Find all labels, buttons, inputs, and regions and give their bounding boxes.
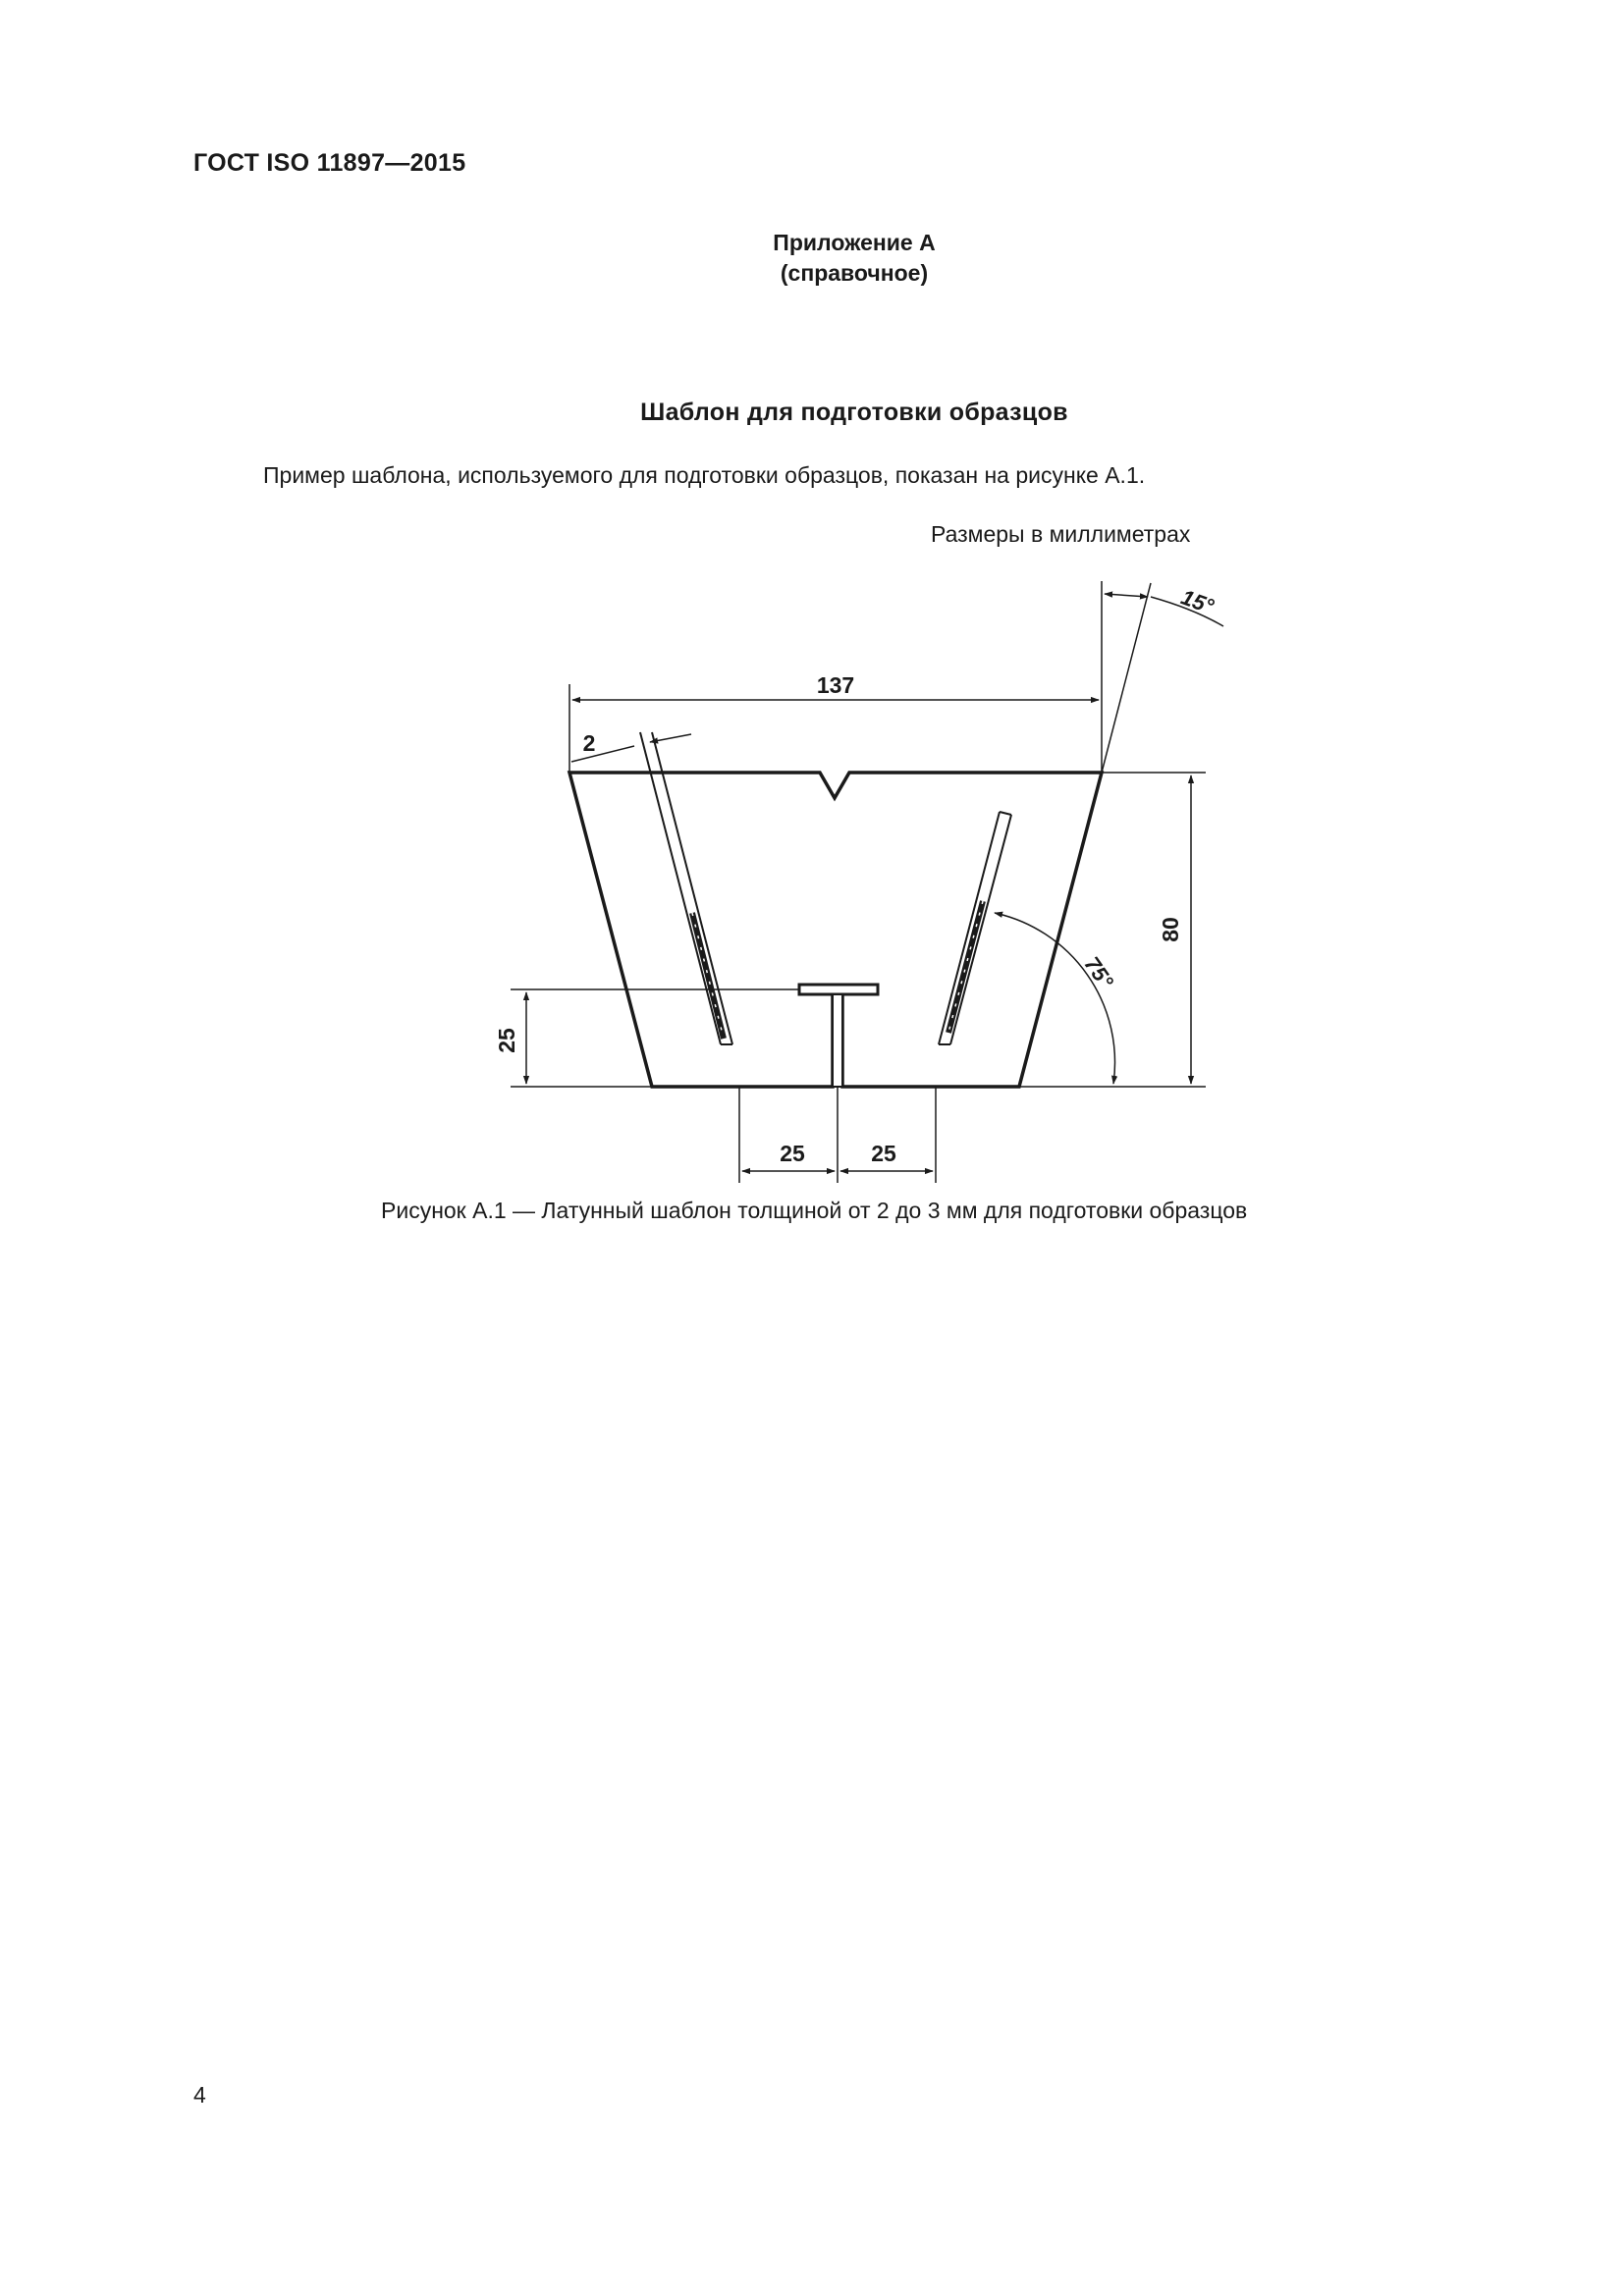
angle-label-75: 75° (1079, 951, 1118, 993)
t-post-stem (833, 994, 842, 1087)
intro-paragraph: Пример шаблона, используемого для подготовки образцов, показан на рисунке А.1. (263, 462, 1146, 488)
dim-label-80: 80 (1158, 917, 1183, 942)
annex-title: Приложение А (773, 230, 936, 255)
angle-75 (995, 913, 1115, 1084)
units-note: Размеры в миллиметрах (931, 521, 1191, 547)
annex-type: (справочное) (780, 260, 929, 286)
dim-label-137: 137 (816, 672, 855, 698)
figure-caption: Рисунок А.1 — Латунный шаблон толщиной от 2 до 3 мм для подготовки образцов (381, 1198, 1248, 1223)
t-post-top (799, 985, 878, 994)
left-specimen (640, 732, 732, 1044)
dim-label-25-right: 25 (871, 1141, 896, 1166)
angle-label-15: 15° (1177, 584, 1218, 619)
section-title: Шаблон для подготовки образцов (640, 399, 1068, 426)
page-number: 4 (193, 2082, 206, 2108)
dimension-step (511, 989, 799, 1087)
dim-label-25-vertical: 25 (494, 1028, 519, 1053)
dim-label-25-left: 25 (780, 1141, 805, 1166)
document-id: ГОСТ ISO 11897—2015 (193, 149, 466, 177)
dimension-slots (739, 1087, 936, 1183)
dim-label-2: 2 (582, 730, 596, 756)
right-specimen (939, 812, 1011, 1044)
